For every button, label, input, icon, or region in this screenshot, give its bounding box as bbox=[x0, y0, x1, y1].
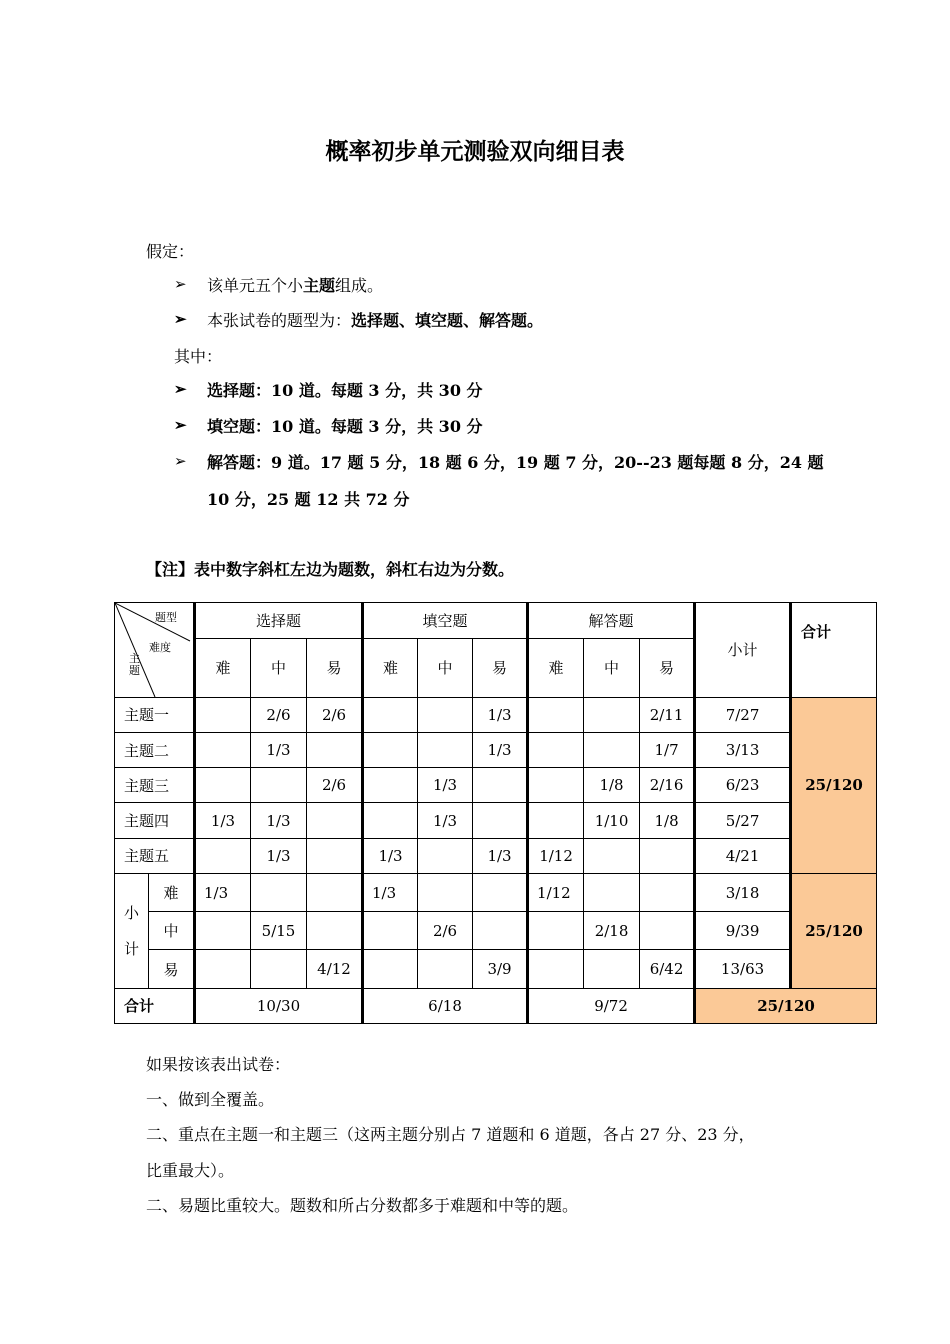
arrow-bullet-icon: ➢ bbox=[174, 275, 187, 293]
cell bbox=[584, 873, 640, 911]
detail-answer-cont: 10 分，25 题 12 共 72 分 bbox=[207, 490, 410, 509]
cell bbox=[418, 950, 473, 988]
level-name: 中 bbox=[149, 912, 195, 950]
level-name: 易 bbox=[149, 950, 195, 988]
cell: 1/3 bbox=[473, 697, 528, 732]
subtotal-header: 小计 bbox=[695, 603, 791, 698]
type-total-fill: 6/18 bbox=[363, 988, 528, 1023]
cell: 2/6 bbox=[251, 697, 307, 732]
topic-name: 主题三 bbox=[115, 768, 195, 803]
cell: 1/3 bbox=[251, 732, 307, 767]
level-header: 中 bbox=[251, 639, 307, 697]
topic-subtotal: 7/27 bbox=[695, 697, 791, 732]
cell bbox=[251, 950, 307, 988]
topic-subtotal: 5/27 bbox=[695, 803, 791, 838]
cell bbox=[363, 803, 418, 838]
detail-answer: 解答题：9 道。17 题 5 分，18 题 6 分，19 题 7 分，20--23 题每题 8 分，24 题 bbox=[207, 453, 824, 472]
table-row bbox=[115, 988, 877, 1023]
cell: 1/3 bbox=[195, 803, 251, 838]
table-row bbox=[115, 803, 877, 838]
cell bbox=[473, 912, 528, 950]
cell: 1/12 bbox=[528, 838, 584, 873]
table-row bbox=[115, 838, 877, 873]
topic-name: 主题五 bbox=[115, 838, 195, 873]
cell: 4/12 bbox=[307, 950, 363, 988]
cell bbox=[363, 950, 418, 988]
topic-name: 主题一 bbox=[115, 697, 195, 732]
corner-cell bbox=[115, 603, 195, 698]
grand-total: 25/120 bbox=[695, 988, 877, 1023]
arrow-bullet-icon: ➢ bbox=[174, 452, 187, 470]
cell bbox=[195, 912, 251, 950]
cell: 1/3 bbox=[251, 838, 307, 873]
cell bbox=[584, 697, 640, 732]
table-row bbox=[115, 950, 877, 988]
cell bbox=[528, 697, 584, 732]
level-total: 25/120 bbox=[791, 873, 877, 988]
level-subtotal: 3/18 bbox=[695, 873, 791, 911]
topic-subtotal: 3/13 bbox=[695, 732, 791, 767]
arrow-bullet-icon: ➢ bbox=[174, 416, 187, 434]
cell: 1/10 bbox=[584, 803, 640, 838]
level-header: 中 bbox=[418, 639, 473, 697]
arrow-bullet-icon: ➢ bbox=[174, 380, 187, 398]
cell bbox=[363, 912, 418, 950]
cell: 2/6 bbox=[307, 697, 363, 732]
level-header: 难 bbox=[195, 639, 251, 697]
cell: 1/12 bbox=[528, 873, 584, 911]
cell: 2/6 bbox=[418, 912, 473, 950]
corner-topic-label: 主题 bbox=[129, 652, 140, 677]
cell bbox=[528, 803, 584, 838]
cell bbox=[195, 768, 251, 803]
level-subtotal: 13/63 bbox=[695, 950, 791, 988]
cell: 1/3 bbox=[363, 838, 418, 873]
level-header: 易 bbox=[307, 639, 363, 697]
conclusion-2: 二、重点在主题一和主题三（这两主题分别占 7 道题和 6 道题，各占 27 分、23 分， bbox=[146, 1125, 755, 1144]
cell bbox=[251, 873, 307, 911]
grand-total-label: 合计 bbox=[115, 988, 195, 1023]
level-header: 易 bbox=[640, 639, 695, 697]
topic-name: 主题四 bbox=[115, 803, 195, 838]
cell: 2/16 bbox=[640, 768, 695, 803]
assumption-1: 该单元五个小主题组成。 bbox=[207, 276, 384, 295]
cell bbox=[584, 838, 640, 873]
table-row bbox=[115, 912, 877, 950]
cell bbox=[307, 803, 363, 838]
cell: 1/3 bbox=[251, 803, 307, 838]
corner-difficulty-label: 难度 bbox=[149, 641, 171, 654]
table-row bbox=[115, 697, 877, 732]
level-header: 易 bbox=[473, 639, 528, 697]
table-row bbox=[115, 873, 877, 911]
among-label: 其中： bbox=[174, 347, 223, 366]
cell bbox=[528, 950, 584, 988]
cell bbox=[363, 732, 418, 767]
type-header-choice: 选择题 bbox=[195, 603, 363, 639]
detail-choice: 选择题：10 道。每题 3 分，共 30 分 bbox=[207, 381, 483, 400]
type-header-answer: 解答题 bbox=[528, 603, 695, 639]
cell: 1/3 bbox=[195, 873, 251, 911]
cell bbox=[307, 873, 363, 911]
cell bbox=[195, 697, 251, 732]
level-header: 难 bbox=[363, 639, 418, 697]
cell: 1/3 bbox=[363, 873, 418, 911]
cell bbox=[418, 732, 473, 767]
cell bbox=[473, 873, 528, 911]
conclusion-1: 一、做到全覆盖。 bbox=[146, 1090, 275, 1109]
cell bbox=[528, 912, 584, 950]
subtotal-side-label: 小 计 bbox=[115, 873, 149, 988]
cell bbox=[307, 912, 363, 950]
page-title: 概率初步单元测验双向细目表 bbox=[325, 139, 625, 165]
total-header: 合计 bbox=[791, 603, 877, 698]
cell: 1/7 bbox=[640, 732, 695, 767]
level-subtotal: 9/39 bbox=[695, 912, 791, 950]
corner-type-label: 题型 bbox=[155, 611, 177, 624]
level-header: 中 bbox=[584, 639, 640, 697]
type-total-choice: 10/30 bbox=[195, 988, 363, 1023]
cell: 1/3 bbox=[418, 768, 473, 803]
cell bbox=[640, 838, 695, 873]
cell bbox=[363, 697, 418, 732]
cell: 1/8 bbox=[640, 803, 695, 838]
table-row bbox=[115, 732, 877, 767]
cell bbox=[307, 838, 363, 873]
arrow-bullet-icon: ➢ bbox=[174, 310, 187, 328]
cell bbox=[195, 838, 251, 873]
assume-label: 假定： bbox=[146, 242, 195, 261]
spec-table bbox=[114, 602, 877, 1024]
type-total-answer: 9/72 bbox=[528, 988, 695, 1023]
cell bbox=[640, 873, 695, 911]
conclusion-intro: 如果按该表出试卷： bbox=[146, 1055, 291, 1074]
cell bbox=[473, 803, 528, 838]
cell bbox=[195, 732, 251, 767]
cell bbox=[528, 732, 584, 767]
cell bbox=[418, 873, 473, 911]
cell bbox=[251, 768, 307, 803]
cell bbox=[640, 912, 695, 950]
level-header: 难 bbox=[528, 639, 584, 697]
detail-fill: 填空题：10 道。每题 3 分，共 30 分 bbox=[207, 417, 483, 436]
cell bbox=[418, 697, 473, 732]
cell bbox=[307, 732, 363, 767]
topic-name: 主题二 bbox=[115, 732, 195, 767]
assumption-2: 本张试卷的题型为：选择题、填空题、解答题。 bbox=[207, 311, 544, 330]
cell bbox=[363, 768, 418, 803]
cell: 2/11 bbox=[640, 697, 695, 732]
cell bbox=[584, 732, 640, 767]
cell bbox=[584, 950, 640, 988]
conclusion-2-cont: 比重最大）。 bbox=[146, 1161, 235, 1180]
type-header-fill: 填空题 bbox=[363, 603, 528, 639]
cell: 2/6 bbox=[307, 768, 363, 803]
conclusion-3: 二、易题比重较大。题数和所占分数都多于难题和中等的题。 bbox=[146, 1196, 579, 1215]
cell bbox=[473, 768, 528, 803]
cell: 3/9 bbox=[473, 950, 528, 988]
cell: 1/3 bbox=[473, 838, 528, 873]
cell: 5/15 bbox=[251, 912, 307, 950]
cell: 1/8 bbox=[584, 768, 640, 803]
cell: 1/3 bbox=[418, 803, 473, 838]
topic-subtotal: 6/23 bbox=[695, 768, 791, 803]
cell bbox=[195, 950, 251, 988]
table-row bbox=[115, 768, 877, 803]
cell bbox=[418, 838, 473, 873]
cell: 1/3 bbox=[473, 732, 528, 767]
cell: 2/18 bbox=[584, 912, 640, 950]
cell: 6/42 bbox=[640, 950, 695, 988]
topic-total: 25/120 bbox=[791, 697, 877, 873]
table-note: 【注】表中数字斜杠左边为题数，斜杠右边为分数。 bbox=[146, 560, 515, 579]
topic-subtotal: 4/21 bbox=[695, 838, 791, 873]
level-name: 难 bbox=[149, 873, 195, 911]
cell bbox=[528, 768, 584, 803]
